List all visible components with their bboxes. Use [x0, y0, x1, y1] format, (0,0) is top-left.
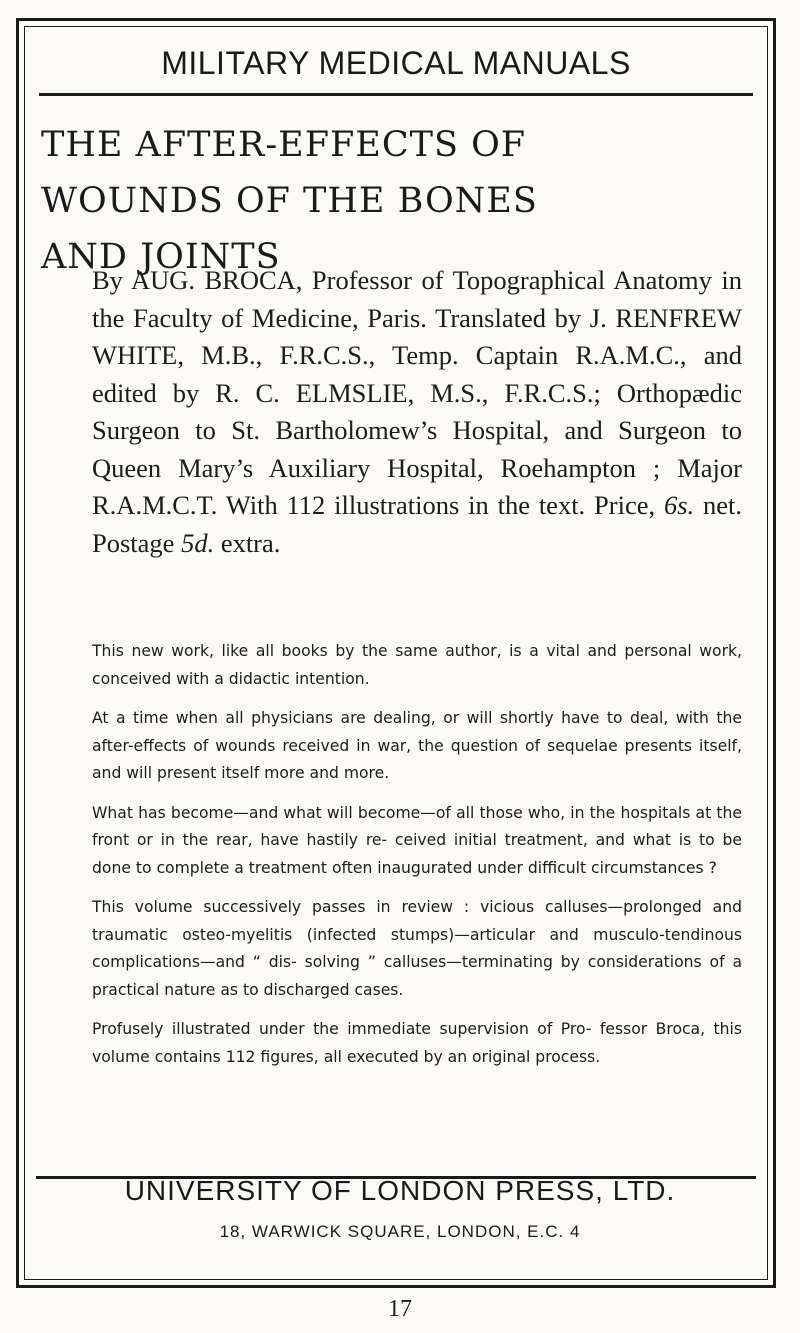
description-paragraph: This volume successively passes in review : vicious calluses—prolonged and traumatic osteo-myelitis (infected stumps)—articular and musculo-tendinous complications—and “ dis- solving ” calluses—terminating by considerations of a practical nature as to discharged cases.	[92, 898, 742, 999]
postage: 5d.	[181, 527, 215, 558]
description-paragraph: What has become—and what will become—of all those who, in the hospitals at the front or in the rear, have hastily re- ceived initial treatment, and what is to be done to complete a treatment often inaugurated under difficult circumstances ?	[92, 803, 742, 877]
publisher-address: 18, WARWICK SQUARE, LONDON, E.C. 4	[219, 1222, 581, 1241]
description-paragraph: Profusely illustrated under the immediate supervision of Pro- fessor Broca, this volume contains 112 figures, all executed by an original process.	[92, 1020, 742, 1066]
description	[92, 638, 742, 1083]
title-line: AND JOINTS	[41, 237, 281, 277]
book-title	[41, 117, 741, 285]
intro-text: extra.	[214, 527, 281, 558]
top-rule	[39, 93, 753, 96]
price: 6s.	[663, 490, 695, 520]
book-intro	[92, 262, 742, 562]
title-line: WOUNDS OF THE BONES	[41, 181, 538, 221]
publisher-name: UNIVERSITY OF LONDON PRESS, LTD.	[124, 1175, 676, 1206]
description-paragraph: This new work, like all books by the same author, is a vital and personal work, conceived with a didactic intention.	[92, 642, 742, 688]
title-line: THE AFTER-EFFECTS OF	[41, 125, 527, 165]
intro-text: net. Postage	[92, 490, 743, 558]
description-paragraph: At a time when all physicians are dealing, or will shortly have to deal, with the after-effects of wounds received in war, the question of sequelae presents itself, and will present itself more and more.	[92, 709, 742, 782]
intro-text: By AUG. BROCA, Professor of Topographical Anatomy in the Faculty of Medicine, Paris. Translated by J. RENFREW WHITE, M.B., F.R.C.S., Temp. Captain R.A.M.C., and edited by R. C. ELMSLIE, M.S., F.R.C.S.; Orthopædic Surgeon to St. Bartholomew’s Hospital, and Surgeon to Queen Mary’s Auxiliary Hospital, Roehampton ; Major R.A.M.C.T. With 112 illustrations in the text. Price,	[92, 265, 742, 520]
series-title: MILITARY MEDICAL MANUALS	[161, 45, 631, 81]
page-number: 17	[388, 1296, 412, 1322]
